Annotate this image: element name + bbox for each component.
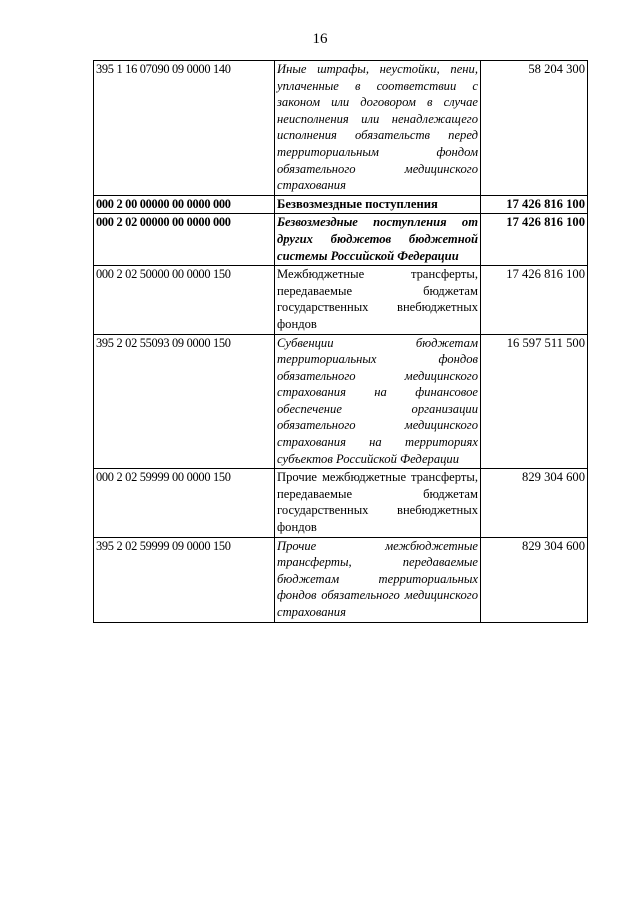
table-row <box>94 195 588 214</box>
row-name: Иные штрафы, неустойки, пени, уплаченные в соответствии с законом или договором в случае неисполнения или ненадлежащего исполнения обязательств перед территориальным фондом обязательного медицинского страхования <box>275 61 481 196</box>
row-name: Прочие межбюджетные трансферты, передаваемые бюджетам территориальных фондов обязательного медицинского страхования <box>275 537 481 622</box>
row-code: 000 2 02 50000 00 0000 150 <box>94 266 275 334</box>
row-amount: 16 597 511 500 <box>481 334 588 469</box>
row-code: 000 2 02 00000 00 0000 000 <box>94 214 275 266</box>
table-row <box>94 214 588 266</box>
row-code: 395 2 02 59999 09 0000 150 <box>94 537 275 622</box>
row-amount: 58 204 300 <box>481 61 588 196</box>
page-number: 16 <box>312 31 328 47</box>
row-amount: 829 304 600 <box>481 537 588 622</box>
row-name: Межбюджетные трансферты, передаваемые бюджетам государственных внебюджетных фондов <box>275 266 481 334</box>
table-row <box>94 469 588 537</box>
table-row <box>94 61 588 196</box>
row-name: Прочие межбюджетные трансферты, передаваемые бюджетам государственных внебюджетных фондов <box>275 469 481 537</box>
row-code: 000 2 00 00000 00 0000 000 <box>94 195 275 214</box>
row-code: 000 2 02 59999 00 0000 150 <box>94 469 275 537</box>
row-amount: 17 426 816 100 <box>481 214 588 266</box>
revenue-table <box>93 60 588 623</box>
row-name: Безвозмездные поступления от других бюджетов бюджетной системы Российской Федерации <box>275 214 481 266</box>
row-amount: 17 426 816 100 <box>481 195 588 214</box>
row-name: Безвозмездные поступления <box>275 195 481 214</box>
table-row <box>94 266 588 334</box>
table-row <box>94 537 588 622</box>
row-code: 395 2 02 55093 09 0000 150 <box>94 334 275 469</box>
row-name: Субвенции бюджетам территориальных фондов обязательного медицинского страхования на финансовое обеспечение организации обязательного медицинского страхования на территориях субъектов Российской Федерации <box>275 334 481 469</box>
table-row <box>94 334 588 469</box>
row-amount: 17 426 816 100 <box>481 266 588 334</box>
row-code: 395 1 16 07090 09 0000 140 <box>94 61 275 196</box>
row-amount: 829 304 600 <box>481 469 588 537</box>
